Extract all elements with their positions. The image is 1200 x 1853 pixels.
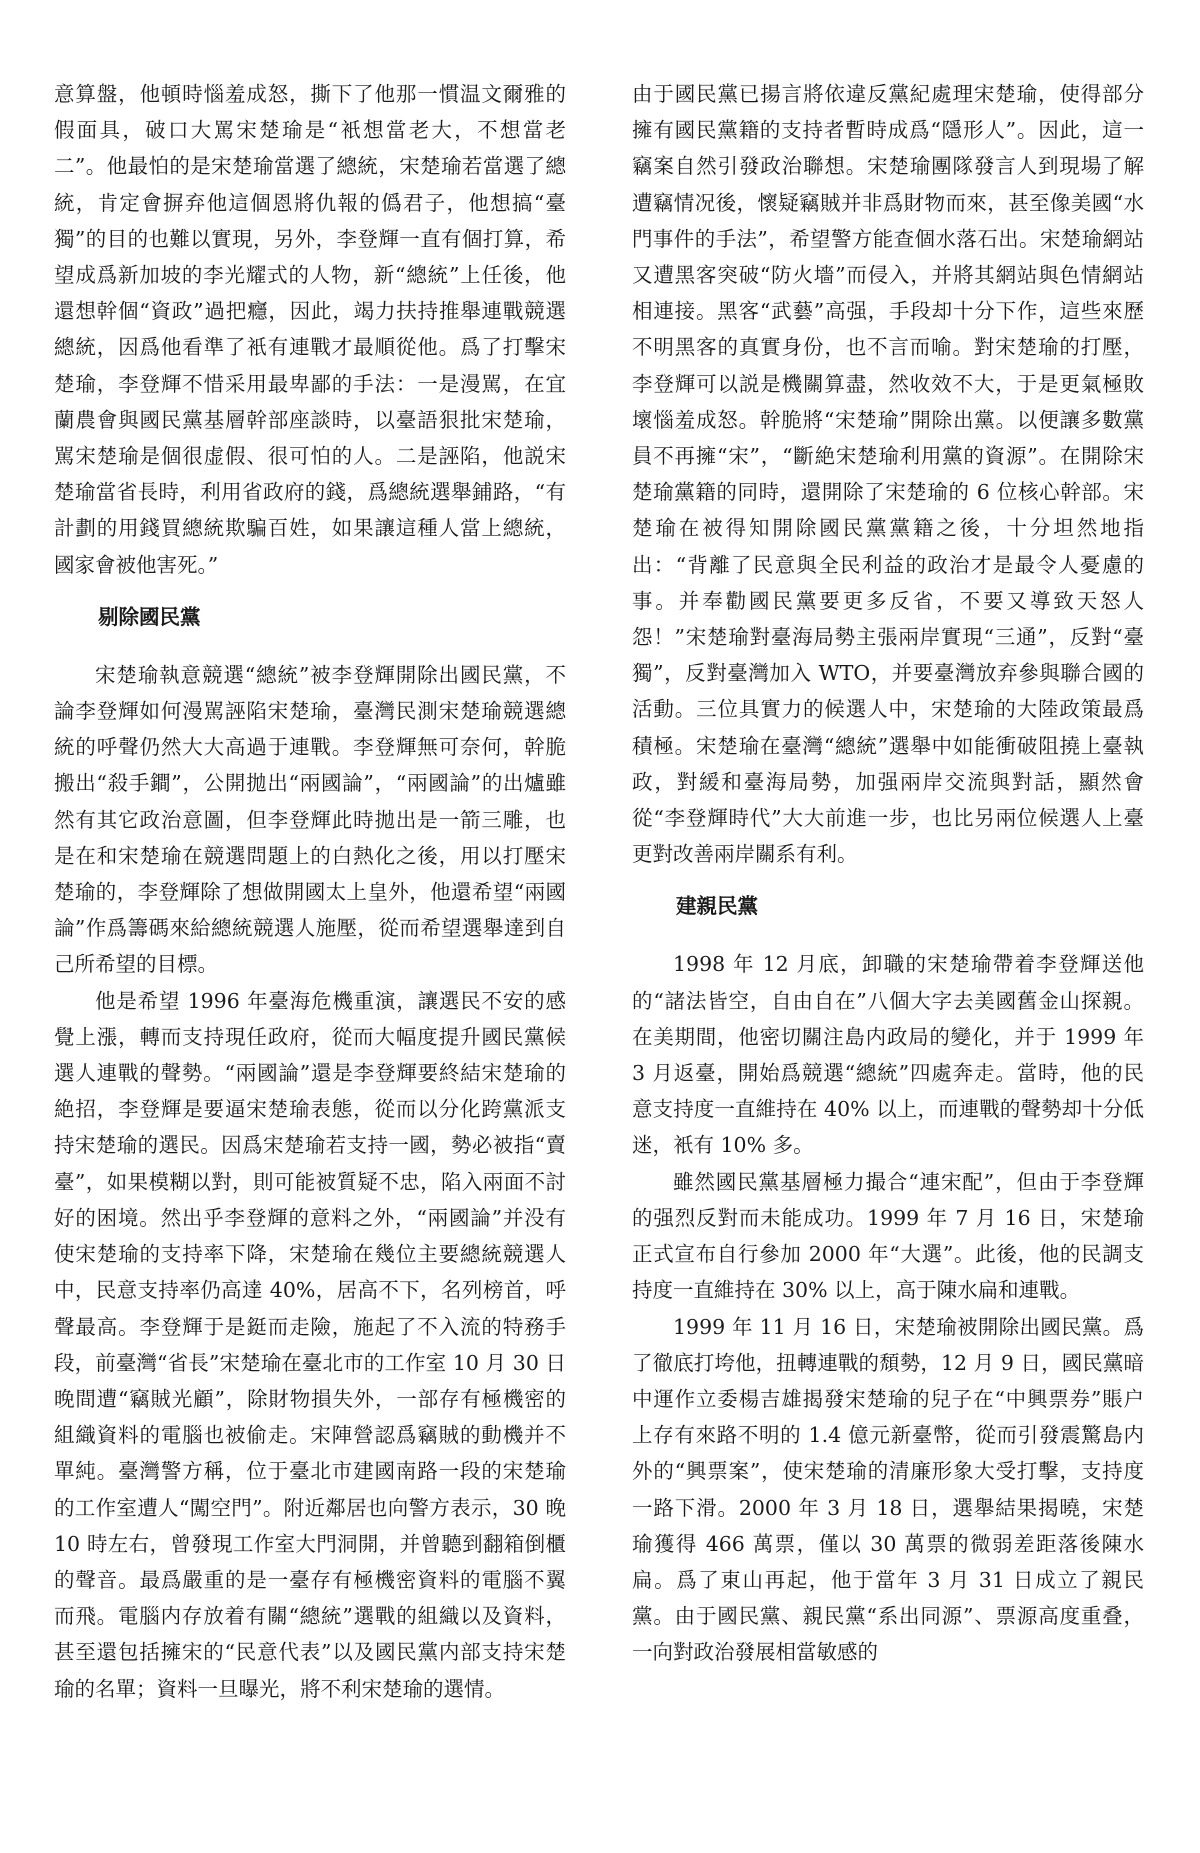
paragraph: 意算盤，他頓時惱羞成怒，撕下了他那一慣温文爾雅的假面具，破口大罵宋楚瑜是“衹想當老大，不想當老二”。他最怕的是宋楚瑜當選了總統，宋楚瑜若當選了總統，肯定會摒弃他這個恩將仇報的僞君子，他想搞“臺獨”的目的也難以實現，另外，李登輝一直有個打算，希望成爲新加坡的李光耀式的人物，新“總統”上任後，他還想幹個“資政”過把癮，因此，竭力扶持推舉連戰競選總統，因爲他看準了衹有連戰才最順從他。爲了打擊宋楚瑜，李登輝不惜采用最卑鄙的手法：一是漫駡，在宜蘭農會與國民黨基層幹部座談時，以臺語狠批宋楚瑜，駡宋楚瑜是個很虚假、很可怕的人。二是誣陷，他説宋楚瑜當省長時，利用省政府的錢，爲總統選舉鋪路，“有計劃的用錢買總統欺騙百姓，如果讓這種人當上總統，國家會被他害死。” [54,82,566,577]
section-heading: 建親民黨 [676,894,758,919]
paragraph: 宋楚瑜執意競選“總統”被李登輝開除出國民黨，不論李登輝如何漫駡誣陷宋楚瑜，臺灣民測宋楚瑜競選總統的呼聲仍然大大高過于連戰。李登輝無可奈何，幹脆搬出“殺手鐧”，公開拋出“兩國論”，“兩國論”的出爐雖然有其它政治意圖，但李登輝此時拋出是一箭三雕，也是在和宋楚瑜在競選問題上的白熱化之後，用以打壓宋楚瑜的，李登輝除了想做開國太上皇外，他還希望“兩國論”作爲籌碼來給總統競選人施壓，從而希望選舉達到自己所希望的目標。 [54,662,566,977]
paragraph: 1998 年 12 月底，卸職的宋楚瑜帶着李登輝送他的“諸法皆空，自由自在”八個大字去美國舊金山探親。在美期間，他密切關注島内政局的變化，并于 1999 年 3 月返臺，開始爲競選“總統”四處奔走。當時，他的民意支持度一直維持在 40% 以上，而連戰的聲勢却十分低迷，衹有 10% 多。 [632,952,1144,1158]
paragraph: 由于國民黨已揚言將依違反黨紀處理宋楚瑜，使得部分擁有國民黨籍的支持者暫時成爲“隱形人”。因此，這一竊案自然引發政治聯想。宋楚瑜團隊發言人到現場了解遭竊情况後，懷疑竊賊并非爲財物而來，甚至像美國“水門事件的手法”，希望警方能查個水落石出。宋楚瑜網站又遭黑客突破“防火墻”而侵入，并將其網站與色情網站相連接。黑客“武藝”高强，手段却十分下作，這些來歷不明黑客的真實身份，也不言而喻。對宋楚瑜的打壓，李登輝可以説是機關算盡，然收效不大，于是更氣極敗壞惱羞成怒。幹脆將“宋楚瑜”開除出黨。以便讓多數黨員不再擁“宋”，“斷絶宋楚瑜利用黨的資源”。在開除宋楚瑜黨籍的同時，還開除了宋楚瑜的 6 位核心幹部。宋楚瑜在被得知開除國民黨黨籍之後，十分坦然地指出：“背離了民意與全民利益的政治才是最令人憂慮的事。并奉勸國民黨要更多反省，不要又導致天怒人怨！”宋楚瑜對臺海局勢主張兩岸實現“三通”，反對“臺獨”，反對臺灣加入 WTO，并要臺灣放弃參與聯合國的活動。三位具實力的候選人中，宋楚瑜的大陸政策最爲積極。宋楚瑜在臺灣“總統”選舉中如能衝破阻撓上臺執政，對緩和臺海局勢，加强兩岸交流與對話，顯然會從“李登輝時代”大大前進一步，也比另兩位候選人上臺更對改善兩岸關系有利。 [632,82,1144,867]
paragraph: 雖然國民黨基層極力撮合“連宋配”，但由于李登輝的强烈反對而未能成功。1999 年 7 月 16 日，宋楚瑜正式宣布自行參加 2000 年“大選”。此後，他的民調支持度一直維持在 30% 以上，高于陳水扁和連戰。 [632,1169,1144,1303]
right-column [632,76,1144,1671]
paragraph: 他是希望 1996 年臺海危機重演，讓選民不安的感覺上漲，轉而支持現任政府，從而大幅度提升國民黨候選人連戰的聲勢。“兩國論”還是李登輝要終結宋楚瑜的絶招，李登輝是要逼宋楚瑜表態，從而以分化跨黨派支持宋楚瑜的選民。因爲宋楚瑜若支持一國，勢必被指“賣臺”，如果模糊以對，則可能被質疑不忠，陷入兩面不討好的困境。然出乎李登輝的意料之外，“兩國論”并没有使宋楚瑜的支持率下降，宋楚瑜在幾位主要總統競選人中，民意支持率仍高達 40%，居高不下，名列榜首，呼聲最高。李登輝于是鋌而走險，施起了不入流的特務手段，前臺灣“省長”宋楚瑜在臺北市的工作室 10 月 30 日晚間遭“竊賊光顧”，除財物損失外，一部存有極機密的組織資料的電腦也被偷走。宋陣營認爲竊賊的動機并不單純。臺灣警方稱，位于臺北市建國南路一段的宋楚瑜的工作室遭人“闖空門”。附近鄰居也向警方表示，30 晚 10 時左右，曾發現工作室大門洞開，并曾聽到翻箱倒櫃的聲音。最爲嚴重的是一臺存有極機密資料的電腦不翼而飛。電腦内存放着有關“總統”選戰的組織以及資料，甚至還包括擁宋的“民意代表”以及國民黨内部支持宋楚瑜的名單；資料一旦曝光，將不利宋楚瑜的選情。 [54,988,566,1701]
left-column [54,76,566,1707]
section-heading: 剔除國民黨 [98,604,201,629]
paragraph: 1999 年 11 月 16 日，宋楚瑜被開除出國民黨。爲了徹底打垮他，扭轉連戰的頹勢，12 月 9 日，國民黨暗中運作立委楊吉雄揭發宋楚瑜的兒子在“中興票券”賬户上存有來路不明的 1.4 億元新臺幣，從而引發震驚島内外的“興票案”，使宋楚瑜的清廉形象大受打擊，支持度一路下滑。2000 年 3 月 18 日，選舉結果揭曉，宋楚瑜獲得 466 萬票，僅以 30 萬票的微弱差距落後陳水扁。爲了東山再起，他于當年 3 月 31 日成立了親民黨。由于國民黨、親民黨“系出同源”、票源高度重叠，一向對政治發展相當敏感的 [632,1314,1144,1665]
